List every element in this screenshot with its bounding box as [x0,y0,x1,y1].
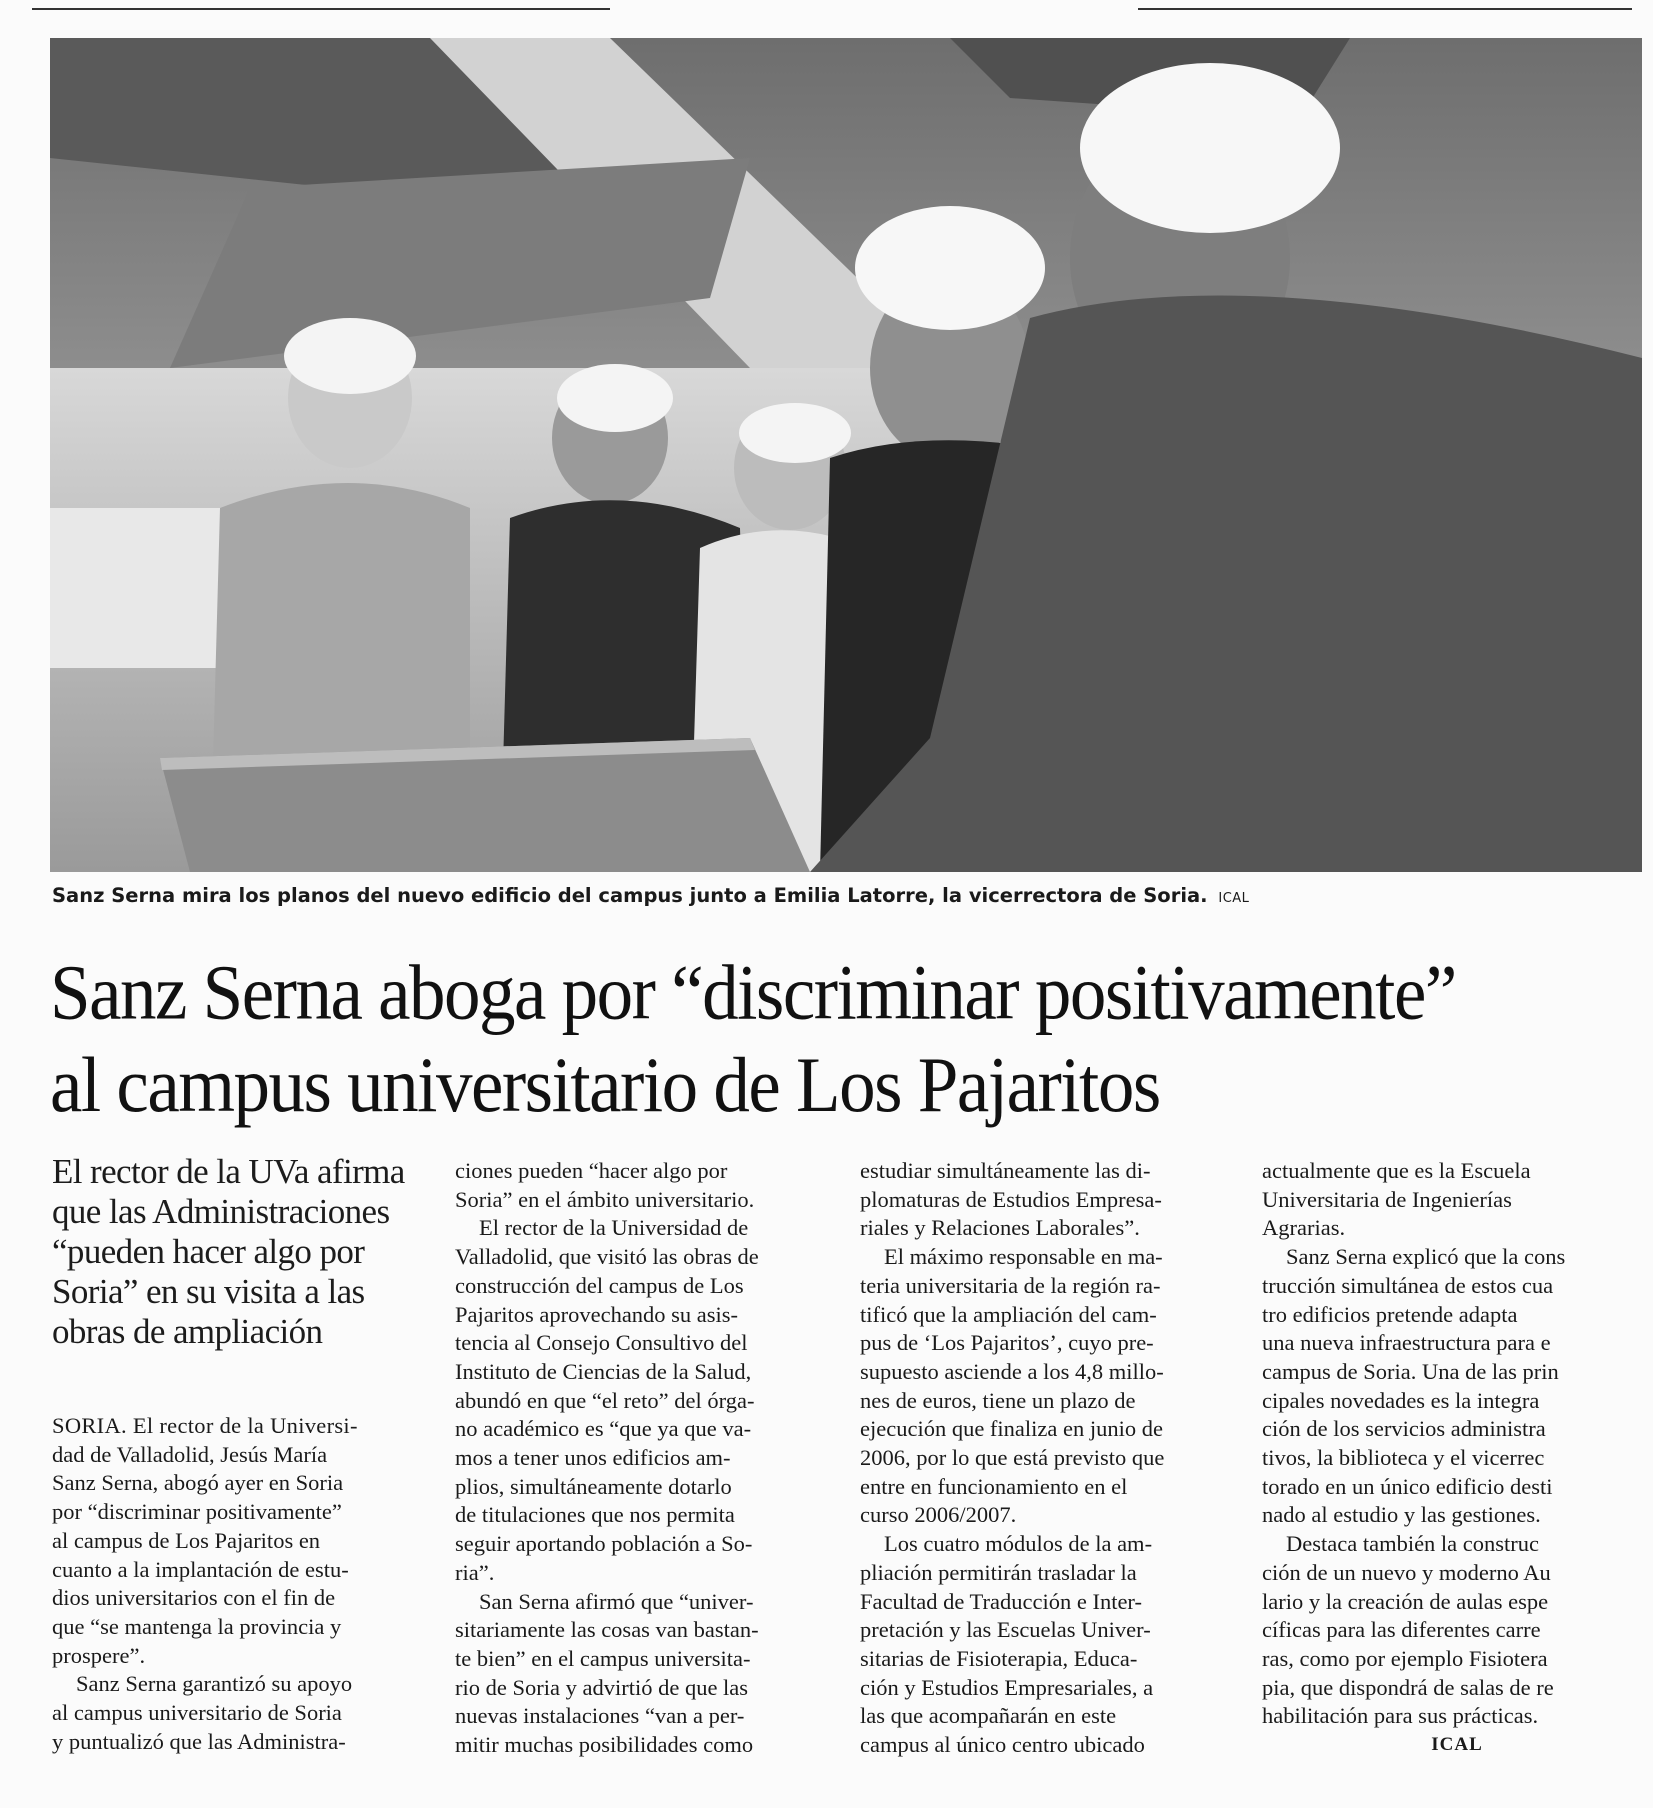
subhead-line: “pueden hacer algo por [52,1232,365,1271]
body-line: Soria” en el ámbito universitario. [455,1186,755,1212]
body-line: prospere”. [52,1642,146,1668]
body-line: riales y Relaciones Laborales”. [860,1215,1140,1241]
body-line: trucción simultánea de estos cua [1262,1272,1554,1298]
body-line: SORIA. El rector de la Universi- [52,1413,358,1438]
body-line: y puntualizó que las Administra- [52,1728,346,1754]
body-line: pretación y las Escuelas Univer- [860,1617,1151,1643]
body-line: ción de los servicios administra [1262,1416,1546,1442]
body-line: Universitaria de Ingenierías [1262,1186,1512,1212]
body-line: Facultad de Traducción e Inter- [860,1588,1142,1614]
body-line: tificó que la ampliación del cam- [860,1301,1157,1327]
body-line: al campus universitario de Soria [52,1700,342,1726]
body-line: Agrarias. [1262,1215,1346,1241]
body-line: cuanto a la implantación de estu- [52,1556,349,1582]
body-line: campus al único centro ubicado [860,1732,1145,1758]
headline-line-2: al campus universitario de Los Pajaritos [50,1041,1160,1129]
body-line: Pajaritos aprovechando su asis- [455,1301,739,1327]
body-line: sitariamente las cosas van bastan- [455,1617,759,1643]
photo-caption [52,884,1642,907]
photo-icon [50,38,1642,872]
body-line: tivos, la biblioteca y el vicerrec [1262,1445,1545,1471]
body-line: estudiar simultáneamente las di- [860,1158,1151,1183]
body-line: lario y la creación de aulas espe [1262,1588,1549,1614]
article-credit: ICAL [1431,1734,1483,1756]
body-line: que “se mantenga la provincia y [52,1613,342,1639]
body-line: campus de Soria. Una de las prin [1262,1358,1559,1384]
body-line: una nueva infraestructura para e [1262,1330,1551,1356]
caption-text: Sanz Serna mira los planos del nuevo edificio del campus junto a Emilia Latorre, la vicerrectora de Soria. [52,884,1208,907]
body-line: de titulaciones que nos permita [455,1502,735,1528]
body-line: sitarias de Fisioterapia, Educa- [860,1645,1138,1671]
body-line: teria universitaria de la región ra- [860,1272,1161,1298]
subhead-line: obras de ampliación [52,1312,323,1351]
article-column-4 [1262,1157,1652,1760]
body-line: nes de euros, tiene un plazo de [860,1387,1136,1413]
body-line: plomaturas de Estudios Empresa- [860,1186,1162,1212]
body-line: abundó en que “el reto” del órga- [455,1387,755,1413]
article-column-1 [52,1412,430,1756]
body-line: ción de un nuevo y moderno Au [1262,1559,1551,1585]
body-line: mos a tener unos edificios am- [455,1445,731,1471]
body-line: Valladolid, que visitó las obras de [455,1244,759,1270]
body-line: entre en funcionamiento en el [860,1473,1128,1499]
body-line: te bien” en el campus universita- [455,1645,751,1671]
article-column-3 [860,1157,1238,1760]
news-photo [50,38,1642,872]
body-line: al campus de Los Pajaritos en [52,1527,321,1553]
caption-credit: ICAL [1218,891,1250,906]
body-line: seguir aportando población a So- [455,1531,753,1557]
body-line: 2006, por lo que está previsto que [860,1445,1165,1471]
body-line: ras, como por ejemplo Fisiotera [1262,1645,1548,1671]
subheadline [52,1152,432,1352]
body-line: construcción del campus de Los [455,1272,744,1298]
body-line: supuesto asciende a los 4,8 millo- [860,1358,1164,1384]
body-line: ción y Estudios Empresariales, a [860,1674,1154,1700]
body-line: tencia al Consejo Consultivo del [455,1330,748,1356]
body-line: Sanz Serna garantizó su apoyo [76,1671,353,1697]
body-line: cipales novedades es la integra [1262,1387,1540,1413]
subhead-line: que las Administraciones [52,1192,390,1231]
body-line: Sanz Serna explicó que la cons [1286,1244,1566,1270]
top-rule-left [32,8,610,10]
body-line: El máximo responsable en ma- [884,1244,1163,1270]
body-line: mitir muchas posibilidades como [455,1732,754,1758]
body-line: Instituto de Ciencias de la Salud, [455,1358,752,1384]
body-line: pia, que dispondrá de salas de re [1262,1674,1554,1700]
body-line: cíficas para las diferentes carre [1262,1617,1541,1643]
body-line: nuevas instalaciones “van a per- [455,1703,745,1729]
body-line: las que acompañarán en este [860,1703,1117,1729]
body-line: por “discriminar positivamente” [52,1499,342,1525]
body-line: habilitación para sus prácticas. [1262,1703,1539,1729]
subhead-line: Soria” en su visita a las [52,1272,365,1311]
body-line: pus de ‘Los Pajaritos’, cuyo pre- [860,1330,1154,1356]
body-line: curso 2006/2007. [860,1502,1017,1528]
body-line: dad de Valladolid, Jesús María [52,1441,328,1467]
headline-line-1: Sanz Serna aboga por “discriminar positivamente” [50,948,1456,1036]
body-line: torado en un único edificio desti [1262,1473,1553,1499]
body-line: nado al estudio y las gestiones. [1262,1502,1541,1528]
top-rule-right [1138,8,1632,10]
body-line: El rector de la Universidad de [479,1215,749,1241]
body-line: plios, simultáneamente dotarlo [455,1473,732,1499]
subhead-line: El rector de la UVa afirma [52,1152,405,1191]
body-line: actualmente que es la Escuela [1262,1158,1531,1183]
body-line: tro edificios pretende adapta [1262,1301,1518,1327]
body-line: rio de Soria y advirtió de que las [455,1674,749,1700]
body-line: dios universitarios con el fin de [52,1585,336,1611]
body-line: ejecución que finaliza en junio de [860,1416,1163,1442]
body-line: San Serna afirmó que “univer- [479,1588,754,1614]
body-line: Sanz Serna, abogó ayer en Soria [52,1470,344,1496]
article-column-2 [455,1157,833,1760]
body-line: Destaca también la construc [1286,1531,1540,1557]
body-line: pliación permitirán trasladar la [860,1559,1137,1585]
body-line: Los cuatro módulos de la am- [884,1531,1153,1557]
body-line: ciones pueden “hacer algo por [455,1158,728,1183]
headline [50,946,1650,1132]
body-line: ria”. [455,1559,495,1585]
body-line: no académico es “que ya que va- [455,1416,752,1442]
